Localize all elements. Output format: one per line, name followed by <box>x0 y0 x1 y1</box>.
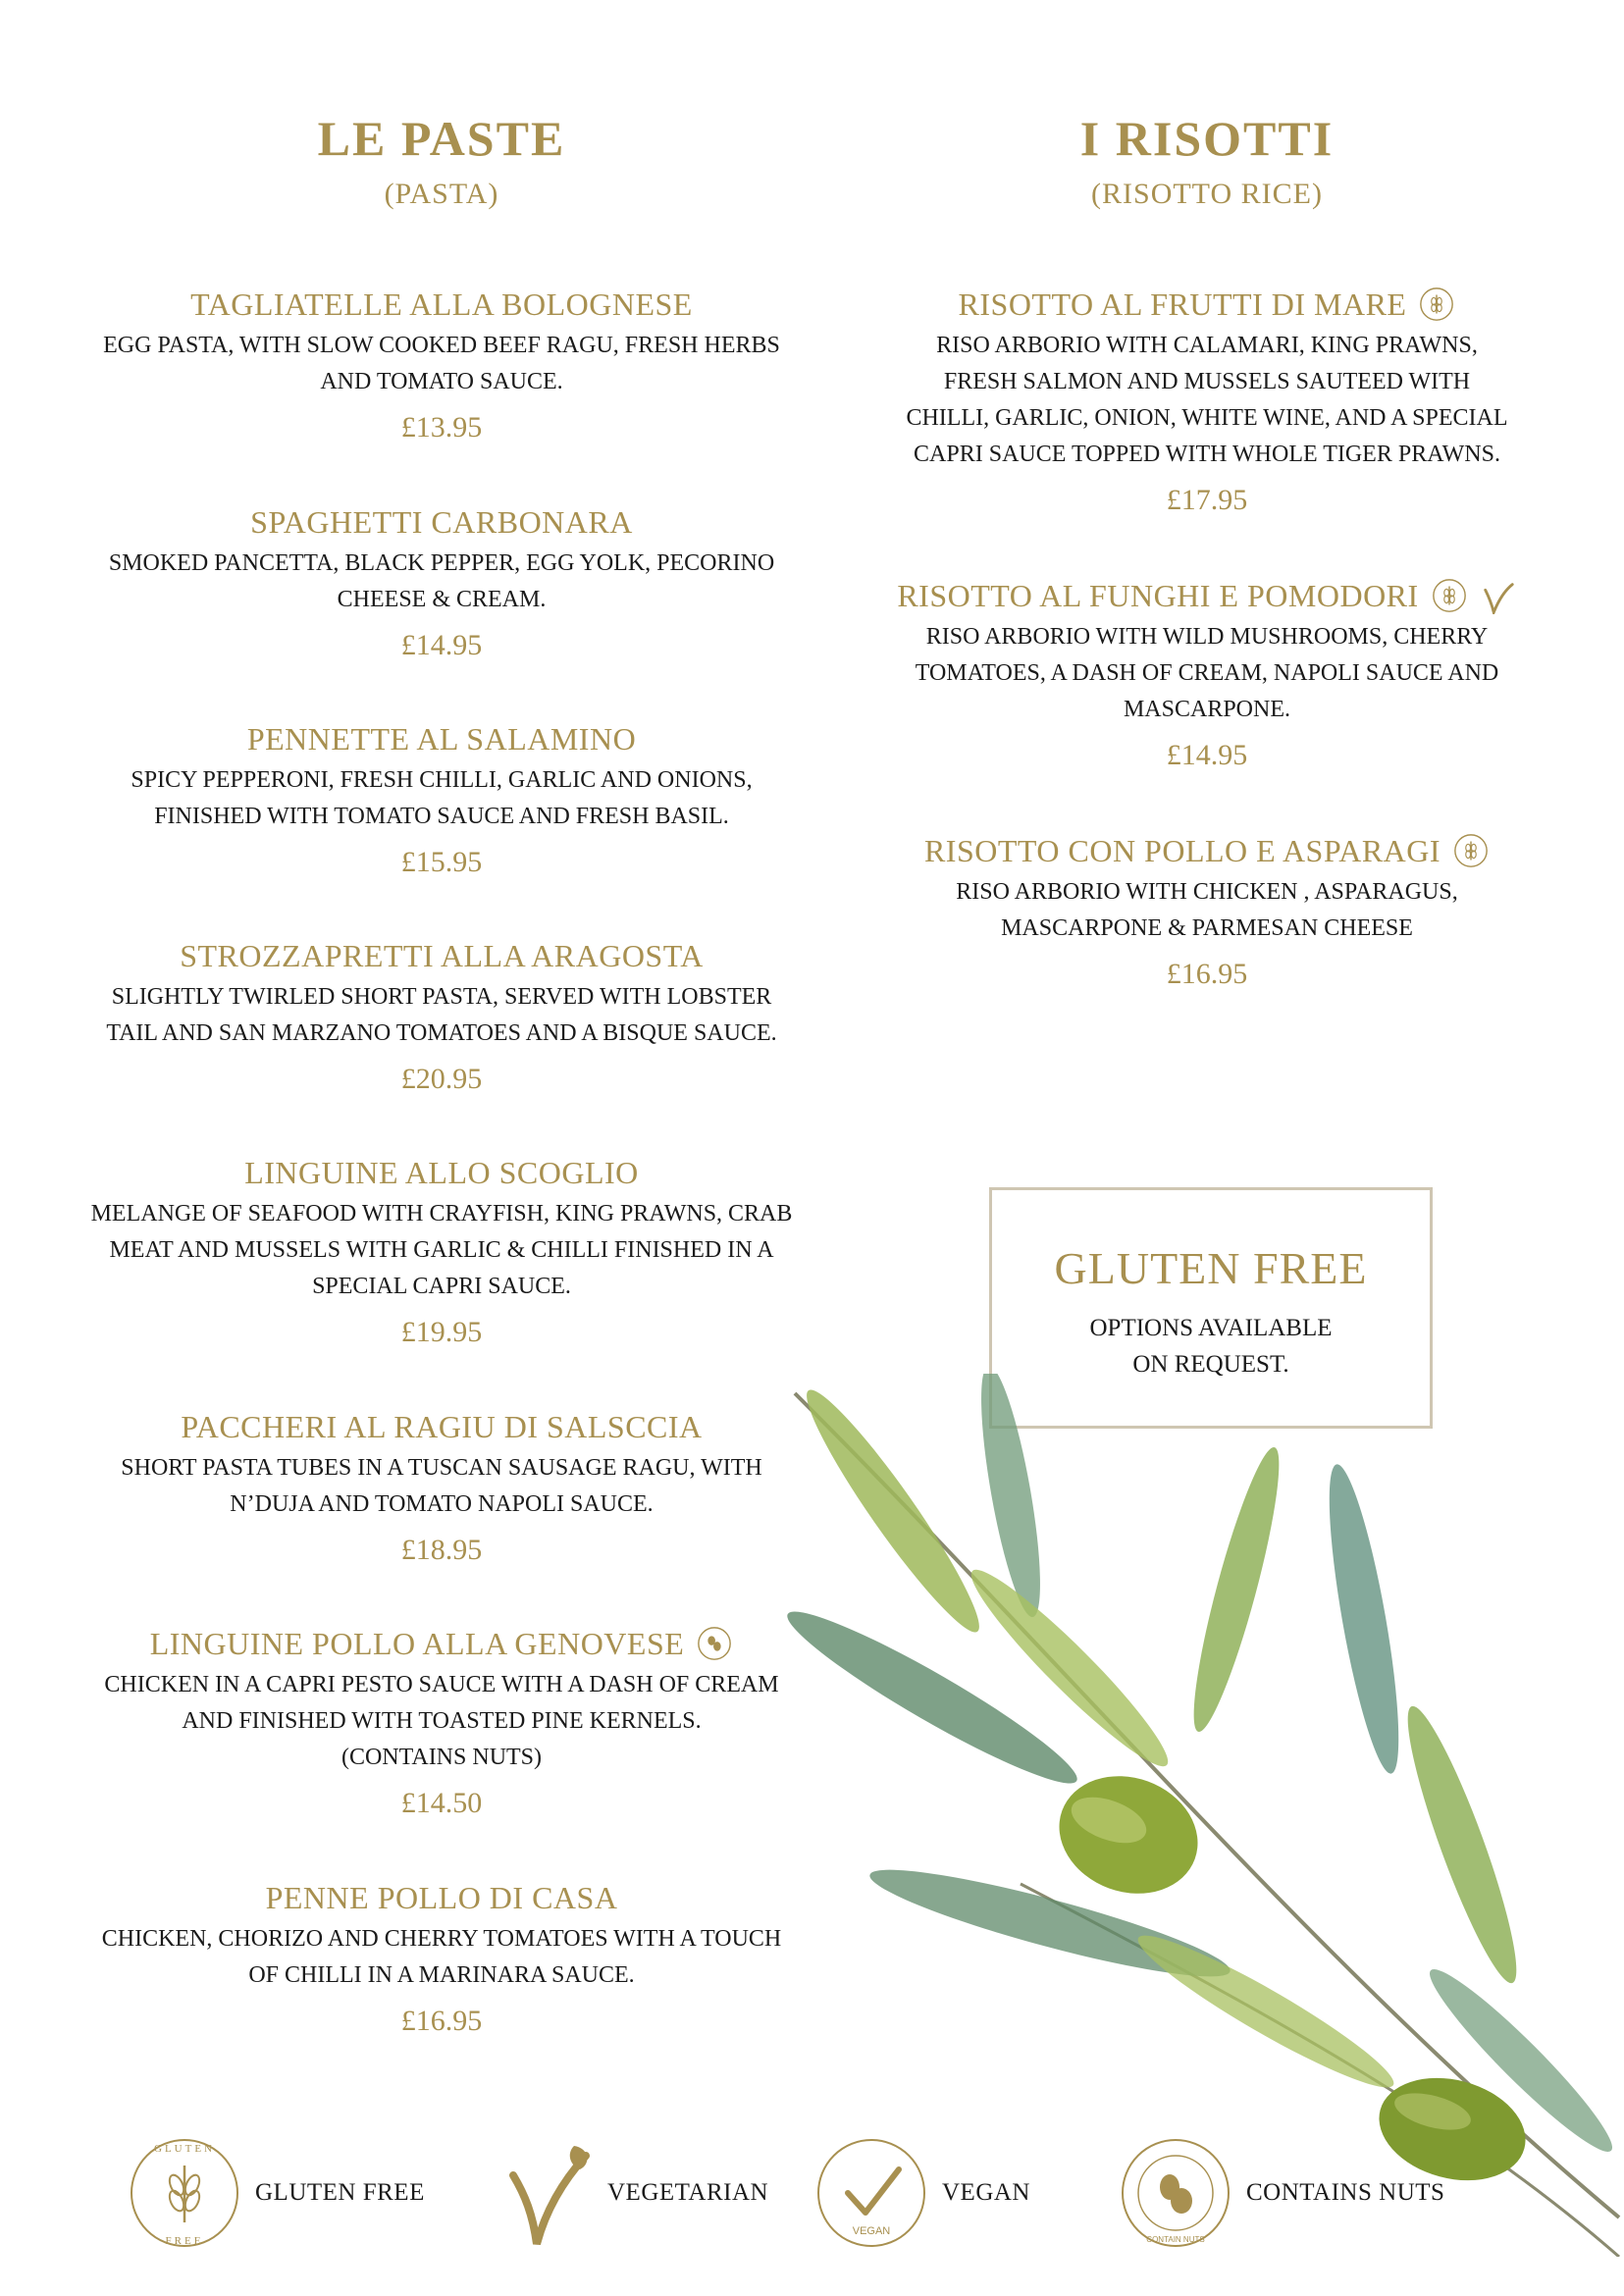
menu-item-name-text: RISOTTO AL FUNGHI E POMODORI <box>897 578 1419 613</box>
legend-label: VEGAN <box>942 2179 1030 2206</box>
menu-item-description-line: N’DUJA AND TOMATO NAPOLI SAUCE. <box>230 1491 654 1517</box>
menu-item-description <box>49 1921 834 1994</box>
menu-item-description-line: CHILLI, GARLIC, ONION, WHITE WINE, AND A SPECIAL <box>906 405 1508 431</box>
menu-item-price: £17.95 <box>1166 484 1248 516</box>
vegetarian-icon <box>505 2136 594 2250</box>
pasta-title: LE PASTE <box>317 111 566 166</box>
menu-item-description <box>49 979 834 1052</box>
menu-item-description <box>49 328 834 400</box>
menu-item-name-text: SPAGHETTI CARBONARA <box>250 504 633 540</box>
menu-item-description-line: SPECIAL CAPRI SAUCE. <box>312 1274 571 1299</box>
menu-item <box>49 285 834 447</box>
menu-item-price: £14.95 <box>400 629 483 661</box>
menu-item-name <box>49 285 834 324</box>
risotto-subtitle: (RISOTTO RICE) <box>1091 178 1323 210</box>
menu-item-description-line: FRESH SALMON AND MUSSELS SAUTEED WITH <box>943 369 1471 394</box>
menu-item-description-line: MEAT AND MUSSELS WITH GARLIC & CHILLI FINISHED IN A <box>109 1237 774 1263</box>
menu-item-name <box>49 502 834 542</box>
menu-item-name <box>49 1624 834 1663</box>
contains-nuts-icon <box>1119 2136 1232 2250</box>
menu-item-description-line: TAIL AND SAN MARZANO TOMATOES AND A BISQUE SAUCE. <box>106 1020 777 1046</box>
contains-nuts-icon-text: CONTAIN NUTS <box>1146 2235 1205 2244</box>
gluten-free-icon-bottom-text: FREE <box>165 2235 204 2247</box>
menu-item <box>49 936 834 1099</box>
menu-item-name-text: TAGLIATELLE ALLA BOLOGNESE <box>190 287 693 322</box>
menu-item <box>864 576 1550 775</box>
menu-item-name-text: LINGUINE ALLO SCOGLIO <box>244 1155 639 1190</box>
menu-item <box>49 1878 834 2041</box>
menu-item-name <box>49 1153 834 1192</box>
risotto-title: I RISOTTI <box>1079 111 1335 166</box>
menu-item <box>49 502 834 665</box>
legend-label: GLUTEN FREE <box>255 2179 425 2206</box>
menu-item-name-text: LINGUINE POLLO ALLA GENOVESE <box>149 1626 685 1661</box>
gluten-free-icon-top-text: GLUTEN <box>154 2143 215 2155</box>
menu-item-description-line: EGG PASTA, WITH SLOW COOKED BEEF RAGU, FRESH HERBS <box>103 333 780 358</box>
menu-item-description <box>49 546 834 618</box>
menu-item-description-line: CHICKEN, CHORIZO AND CHERRY TOMATOES WITH A TOUCH <box>101 1926 782 1952</box>
menu-item-description-line: AND FINISHED WITH TOASTED PINE KERNELS. <box>182 1708 702 1734</box>
legend-gluten-free <box>128 2129 425 2257</box>
menu-item-name <box>49 1407 834 1446</box>
gluten-free-icon <box>128 2136 241 2250</box>
gluten-free-notice-line: OPTIONS AVAILABLE <box>1089 1315 1333 1341</box>
menu-item-description-line: CAPRI SAUCE TOPPED WITH WHOLE TIGER PRAWNS. <box>914 442 1500 467</box>
menu-item <box>864 285 1550 520</box>
gluten-free-icon <box>1418 286 1455 323</box>
vegetarian-icon <box>1480 577 1517 614</box>
menu-item-name <box>864 285 1550 324</box>
menu-item-name <box>49 1878 834 1917</box>
menu-item-description-line: FINISHED WITH TOMATO SAUCE AND FRESH BASIL. <box>154 804 729 829</box>
menu-item-description-line: TOMATOES, A DASH OF CREAM, NAPOLI SAUCE AND <box>915 660 1499 686</box>
menu-item-description-line: MASCARPONE. <box>1123 697 1291 722</box>
gluten-free-notice-line: ON REQUEST. <box>1132 1351 1289 1378</box>
menu-item-description-line: MELANGE OF SEAFOOD WITH CRAYFISH, KING PRAWNS, CRAB <box>90 1201 793 1226</box>
menu-item-description-line: SLIGHTLY TWIRLED SHORT PASTA, SERVED WITH LOBSTER <box>111 984 772 1010</box>
menu-item-name-text: RISOTTO AL FRUTTI DI MARE <box>958 287 1407 322</box>
menu-item-description-line: (CONTAINS NUTS) <box>341 1745 543 1770</box>
olive-branch-illustration <box>775 1374 1624 2257</box>
menu-item-name <box>49 719 834 758</box>
menu-item-name <box>864 576 1550 615</box>
dietary-legend <box>118 2129 1511 2257</box>
menu-item <box>864 831 1550 994</box>
menu-item-name <box>49 936 834 975</box>
menu-item-price: £20.95 <box>400 1063 483 1095</box>
menu-item-description <box>49 1667 834 1776</box>
menu-item-description-line: AND TOMATO SAUCE. <box>320 369 563 394</box>
menu-item <box>49 1407 834 1570</box>
menu-item-description <box>49 762 834 835</box>
vegan-icon <box>814 2136 928 2250</box>
menu-item-price: £19.95 <box>400 1316 483 1348</box>
menu-item-price: £14.95 <box>1166 739 1248 771</box>
legend-vegetarian <box>505 2129 768 2257</box>
menu-item-price: £18.95 <box>400 1534 483 1566</box>
menu-item-description-line: CHEESE & CREAM. <box>337 587 547 612</box>
pasta-subtitle: (PASTA) <box>384 178 499 210</box>
menu-item-description <box>49 1450 834 1523</box>
menu-item-description-line: OF CHILLI IN A MARINARA SAUCE. <box>248 1962 635 1988</box>
menu-item-description-line: SMOKED PANCETTA, BLACK PEPPER, EGG YOLK, PECORINO <box>108 550 775 576</box>
menu-item-description <box>49 1196 834 1305</box>
gluten-free-icon <box>1452 832 1490 869</box>
menu-item-price: £15.95 <box>400 846 483 878</box>
menu-item <box>49 719 834 882</box>
menu-item-description-line: RISO ARBORIO WITH CALAMARI, KING PRAWNS, <box>936 333 1478 358</box>
menu-item-price: £16.95 <box>1166 958 1248 990</box>
menu-item-price: £14.50 <box>400 1787 483 1819</box>
menu-item-price: £13.95 <box>400 411 483 444</box>
legend-contains-nuts <box>1119 2129 1444 2257</box>
menu-item <box>49 1624 834 1823</box>
menu-item-name-text: PACCHERI AL RAGIU DI SALSCCIA <box>181 1409 703 1444</box>
menu-item <box>49 1153 834 1352</box>
legend-vegan <box>814 2129 1030 2257</box>
risotto-section <box>864 108 1550 990</box>
menu-item-name-text: RISOTTO CON POLLO E ASPARAGI <box>923 833 1441 868</box>
menu-item-description-line: RISO ARBORIO WITH CHICKEN , ASPARAGUS, <box>956 879 1458 905</box>
menu-item-description <box>864 328 1550 473</box>
menu-item-description <box>864 619 1550 728</box>
vegan-icon-text: VEGAN <box>852 2225 891 2237</box>
menu-item-price: £16.95 <box>400 2005 483 2037</box>
menu-item-description <box>864 874 1550 947</box>
menu-item-description-line: MASCARPONE & PARMESAN CHEESE <box>1001 915 1413 941</box>
menu-item-name-text: STROZZAPRETTI ALLA ARAGOSTA <box>180 938 704 973</box>
menu-item-name <box>864 831 1550 870</box>
gluten-free-notice-title: GLUTEN FREE <box>1054 1243 1368 1293</box>
gluten-free-icon <box>1431 577 1468 614</box>
menu-item-description-line: RISO ARBORIO WITH WILD MUSHROOMS, CHERRY <box>925 624 1489 650</box>
legend-label: CONTAINS NUTS <box>1246 2179 1445 2206</box>
contains-nuts-icon <box>696 1625 733 1662</box>
menu-item-name-text: PENNE POLLO DI CASA <box>265 1880 618 1915</box>
menu-item-name-text: PENNETTE AL SALAMINO <box>246 721 637 757</box>
menu-item-description-line: CHICKEN IN A CAPRI PESTO SAUCE WITH A DASH OF CREAM <box>104 1672 779 1697</box>
menu-item-description-line: SHORT PASTA TUBES IN A TUSCAN SAUSAGE RAGU, WITH <box>121 1455 762 1481</box>
legend-label: VEGETARIAN <box>607 2179 769 2206</box>
menu-item-description-line: SPICY PEPPERONI, FRESH CHILLI, GARLIC AND ONIONS, <box>131 767 753 793</box>
pasta-section <box>49 108 834 2037</box>
